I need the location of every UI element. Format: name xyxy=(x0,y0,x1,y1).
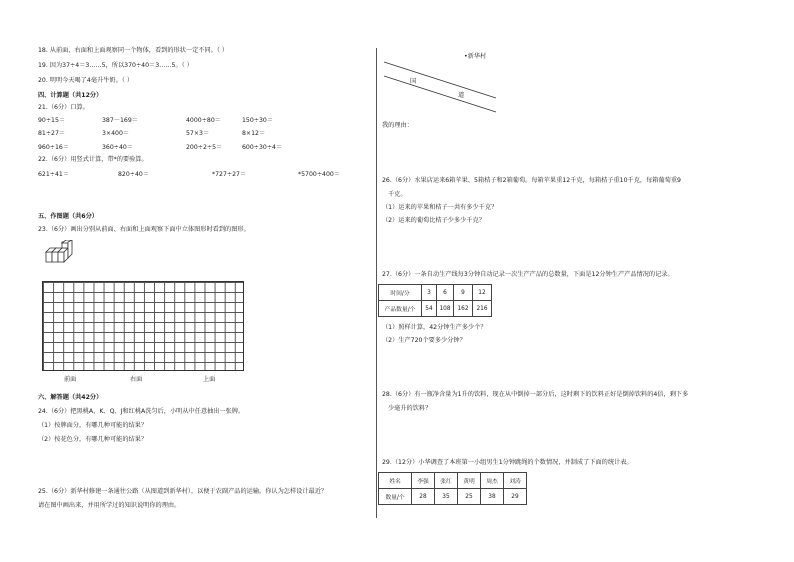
oral-item: 90÷15＝ xyxy=(38,117,66,124)
question-26-line-1: 26.（6分）水果店运来6箱苹果、5箱桔子和2箱葡萄。每箱苹果重12千克，每箱桔子重10千克，每箱葡萄重9 xyxy=(382,177,681,184)
table-cell: 28 xyxy=(412,489,435,505)
table-cell: 时间/分 xyxy=(379,285,422,301)
table-cell: 29 xyxy=(504,489,527,505)
question-20: 20. 明明今天喝了4毫升牛奶。（ ） xyxy=(38,77,134,84)
table-cell: 9 xyxy=(454,285,473,301)
question-23: 23.（6分）画出分别从前面、右面和上面观察下面中立体图形时看到的图形。 xyxy=(38,226,250,233)
table-row xyxy=(379,473,527,489)
table-cell: 25 xyxy=(458,489,481,505)
table-cell: 产品数量/个 xyxy=(379,301,422,317)
table-cell: 姓名 xyxy=(379,473,412,489)
oral-item: 387－169＝ xyxy=(102,117,138,124)
question-18: 18. 从前面、右面和上面观察同一个物体，看到的形状一定不同。（ ） xyxy=(38,47,229,54)
table-cell: 108 xyxy=(437,301,454,317)
vertical-item: 621÷41＝ xyxy=(38,171,70,178)
oral-item: 81÷27＝ xyxy=(38,130,66,137)
section-6-heading: 六、解答题（共42分） xyxy=(38,394,103,401)
cube-stack-figure xyxy=(42,240,76,266)
vertical-item: *5700÷400＝ xyxy=(298,171,341,178)
table-cell: 张红 xyxy=(435,473,458,489)
reason-label: 我的理由： xyxy=(382,122,413,129)
road-label-left: 国 xyxy=(410,78,417,85)
question-24-part-2: （2）按花色分，有哪几种可能的结果？ xyxy=(38,436,148,443)
table-cell: 刘涛 xyxy=(504,473,527,489)
table-cell: 216 xyxy=(473,301,492,317)
view-label-top: 上面 xyxy=(203,376,216,383)
question-28-line-1: 28.（6分）有一瓶净含量为1升的饮料，现在从中倒掉一部分后，这时剩下的饮料正好是倒掉饮料的4倍，剩下多 xyxy=(382,391,689,398)
table-cell: 3 xyxy=(422,285,437,301)
table-cell: 38 xyxy=(481,489,504,505)
production-table xyxy=(378,284,492,317)
road-diagram xyxy=(380,60,500,116)
oral-item: 200÷2÷5＝ xyxy=(186,144,223,151)
table-cell: 周杰 xyxy=(481,473,504,489)
question-24-part-1: （1）按牌面分，有哪几种可能的结果？ xyxy=(38,422,148,429)
village-label: •新华村 xyxy=(464,53,487,60)
section-4-heading: 四、计算题（共12分） xyxy=(38,92,103,99)
question-28-line-2: 少毫升的饮料？ xyxy=(388,405,432,412)
column-divider xyxy=(376,48,377,518)
question-19: 19. 因为37÷4＝3……5，所以370÷40＝3……5。（ ） xyxy=(38,62,193,69)
table-cell: 35 xyxy=(435,489,458,505)
oral-item: 150÷30＝ xyxy=(242,117,274,124)
oral-item: 600÷30÷4＝ xyxy=(242,144,283,151)
oral-item: 360÷40＝ xyxy=(102,144,134,151)
section-5-heading: 五、作图题（共6分） xyxy=(38,213,98,220)
table-row xyxy=(379,489,527,505)
drawing-grid[interactable] xyxy=(42,281,244,371)
road-label-right: 道 xyxy=(458,92,465,99)
vertical-item: *727÷27＝ xyxy=(212,171,247,178)
question-21: 21.（6分）口算。 xyxy=(38,104,89,111)
oral-item: 57×3＝ xyxy=(186,130,210,137)
vertical-item: 820÷40＝ xyxy=(118,171,150,178)
oral-item: 960÷16＝ xyxy=(38,144,70,151)
view-label-right: 右面 xyxy=(130,376,143,383)
question-27-part-2: （2）生产720个要多少分钟？ xyxy=(382,337,466,344)
table-cell: 162 xyxy=(454,301,473,317)
table-cell: 6 xyxy=(437,285,454,301)
question-25-line-1: 25.（6分）新华村修建一条通往公路（从图道到新华村），以便于农副产品的运输。你认为怎样设计最近？ xyxy=(38,488,328,495)
question-24: 24.（6分）把黑桃A、K、Q、J和红桃A洗匀后，小明从中任意抽出一张牌。 xyxy=(38,408,245,415)
oral-item: 4000÷80＝ xyxy=(186,117,221,124)
question-27: 27.（6分）一条自动生产线每3分钟自动记录一次生产产品的总数量，下面是12分钟生产产品情况的记录。 xyxy=(382,271,674,278)
table-row xyxy=(379,301,492,317)
table-cell: 54 xyxy=(422,301,437,317)
oral-item: 8×12＝ xyxy=(242,130,266,137)
view-label-front: 前面 xyxy=(64,376,77,383)
table-row xyxy=(379,285,492,301)
question-26-part-2: （2）运来的葡萄比桔子少多少千克？ xyxy=(382,217,485,224)
table-cell: 黄明 xyxy=(458,473,481,489)
table-cell: 李强 xyxy=(412,473,435,489)
question-27-part-1: （1）照样计算，42分钟生产多少个？ xyxy=(382,324,487,331)
table-cell: 12 xyxy=(473,285,492,301)
question-26-part-1: （1）运来的苹果和桔子一共有多少千克？ xyxy=(382,204,498,211)
question-25-line-2: 请在图中画出来，并用所学过的知识说明你的理由。 xyxy=(38,502,181,509)
question-29: 29.（12分）小华调查了本班第一小组男生1分钟跳绳的个数情况，并制成了下面的统计表。 xyxy=(382,459,633,466)
question-26-line-2: 千克。 xyxy=(388,191,407,198)
question-22: 22.（6分）用竖式计算，带*的要验算。 xyxy=(38,156,148,163)
oral-item: 3×400＝ xyxy=(102,130,130,137)
rope-skipping-table xyxy=(378,472,527,505)
table-cell: 数量/个 xyxy=(379,489,412,505)
